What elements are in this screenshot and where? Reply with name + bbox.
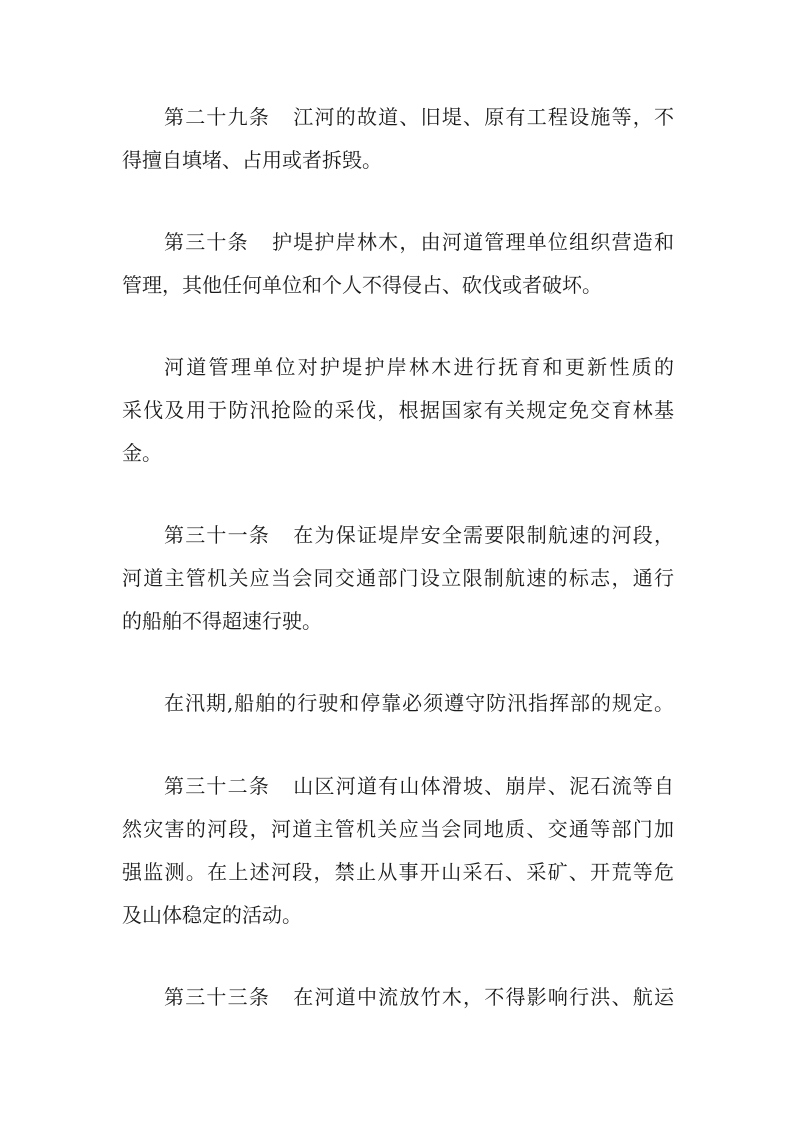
article-32-line-3: 强监测。在上述河段，禁止从事开山采石、采矿、开荒等危 [122,860,674,884]
article-31-number: 第三十一条 [164,523,271,547]
paragraph-forest-line-3: 金。 [122,441,162,465]
article-29-text-1: 江河的故道、旧堤、原有工程设施等，不 [292,105,674,129]
article-30-line-2: 管理，其他任何单位和个人不得侵占、砍伐或者破坏。 [122,273,602,297]
article-33-number: 第三十三条 [164,985,271,1009]
article-30-number: 第三十条 [164,230,249,254]
paragraph-flood-line-1: 在汛期,船舶的行驶和停靠必须遵守防汛指挥部的规定。 [164,691,674,715]
article-31-line-1 [164,518,674,552]
article-29-line-2: 得擅自填堵、占用或者拆毁。 [122,148,382,172]
paragraph-forest-line-1: 河道管理单位对护堤护岸林木进行抚育和更新性质的 [164,355,674,379]
article-32-line-2: 然灾害的河段，河道主管机关应当会同地质、交通等部门加 [122,817,674,841]
article-31-line-2: 河道主管机关应当会同交通部门设立限制航速的标志，通行 [122,566,674,590]
article-33-text-1: 在河道中流放竹木，不得影响行洪、航运 [292,985,674,1009]
article-30-line-1 [164,225,674,259]
paragraph-forest-line-2: 采伐及用于防汛抢险的采伐，根据国家有关规定免交育林基 [122,398,674,422]
article-31-line-3: 的船舶不得超速行驶。 [122,609,322,633]
article-32-number: 第三十二条 [164,774,271,798]
article-31-text-1: 在为保证堤岸安全需要限制航速的河段， [292,523,674,547]
article-33-line-1 [164,980,674,1014]
article-29-line-1 [164,100,674,134]
article-32-line-4: 及山体稳定的活动。 [122,903,302,927]
article-30-text-1: 护堤护岸林木，由河道管理单位组织营造和 [270,230,674,254]
article-32-text-1: 山区河道有山体滑坡、崩岸、泥石流等自 [292,774,674,798]
article-29-number: 第二十九条 [164,105,271,129]
article-32-line-1 [164,769,674,803]
